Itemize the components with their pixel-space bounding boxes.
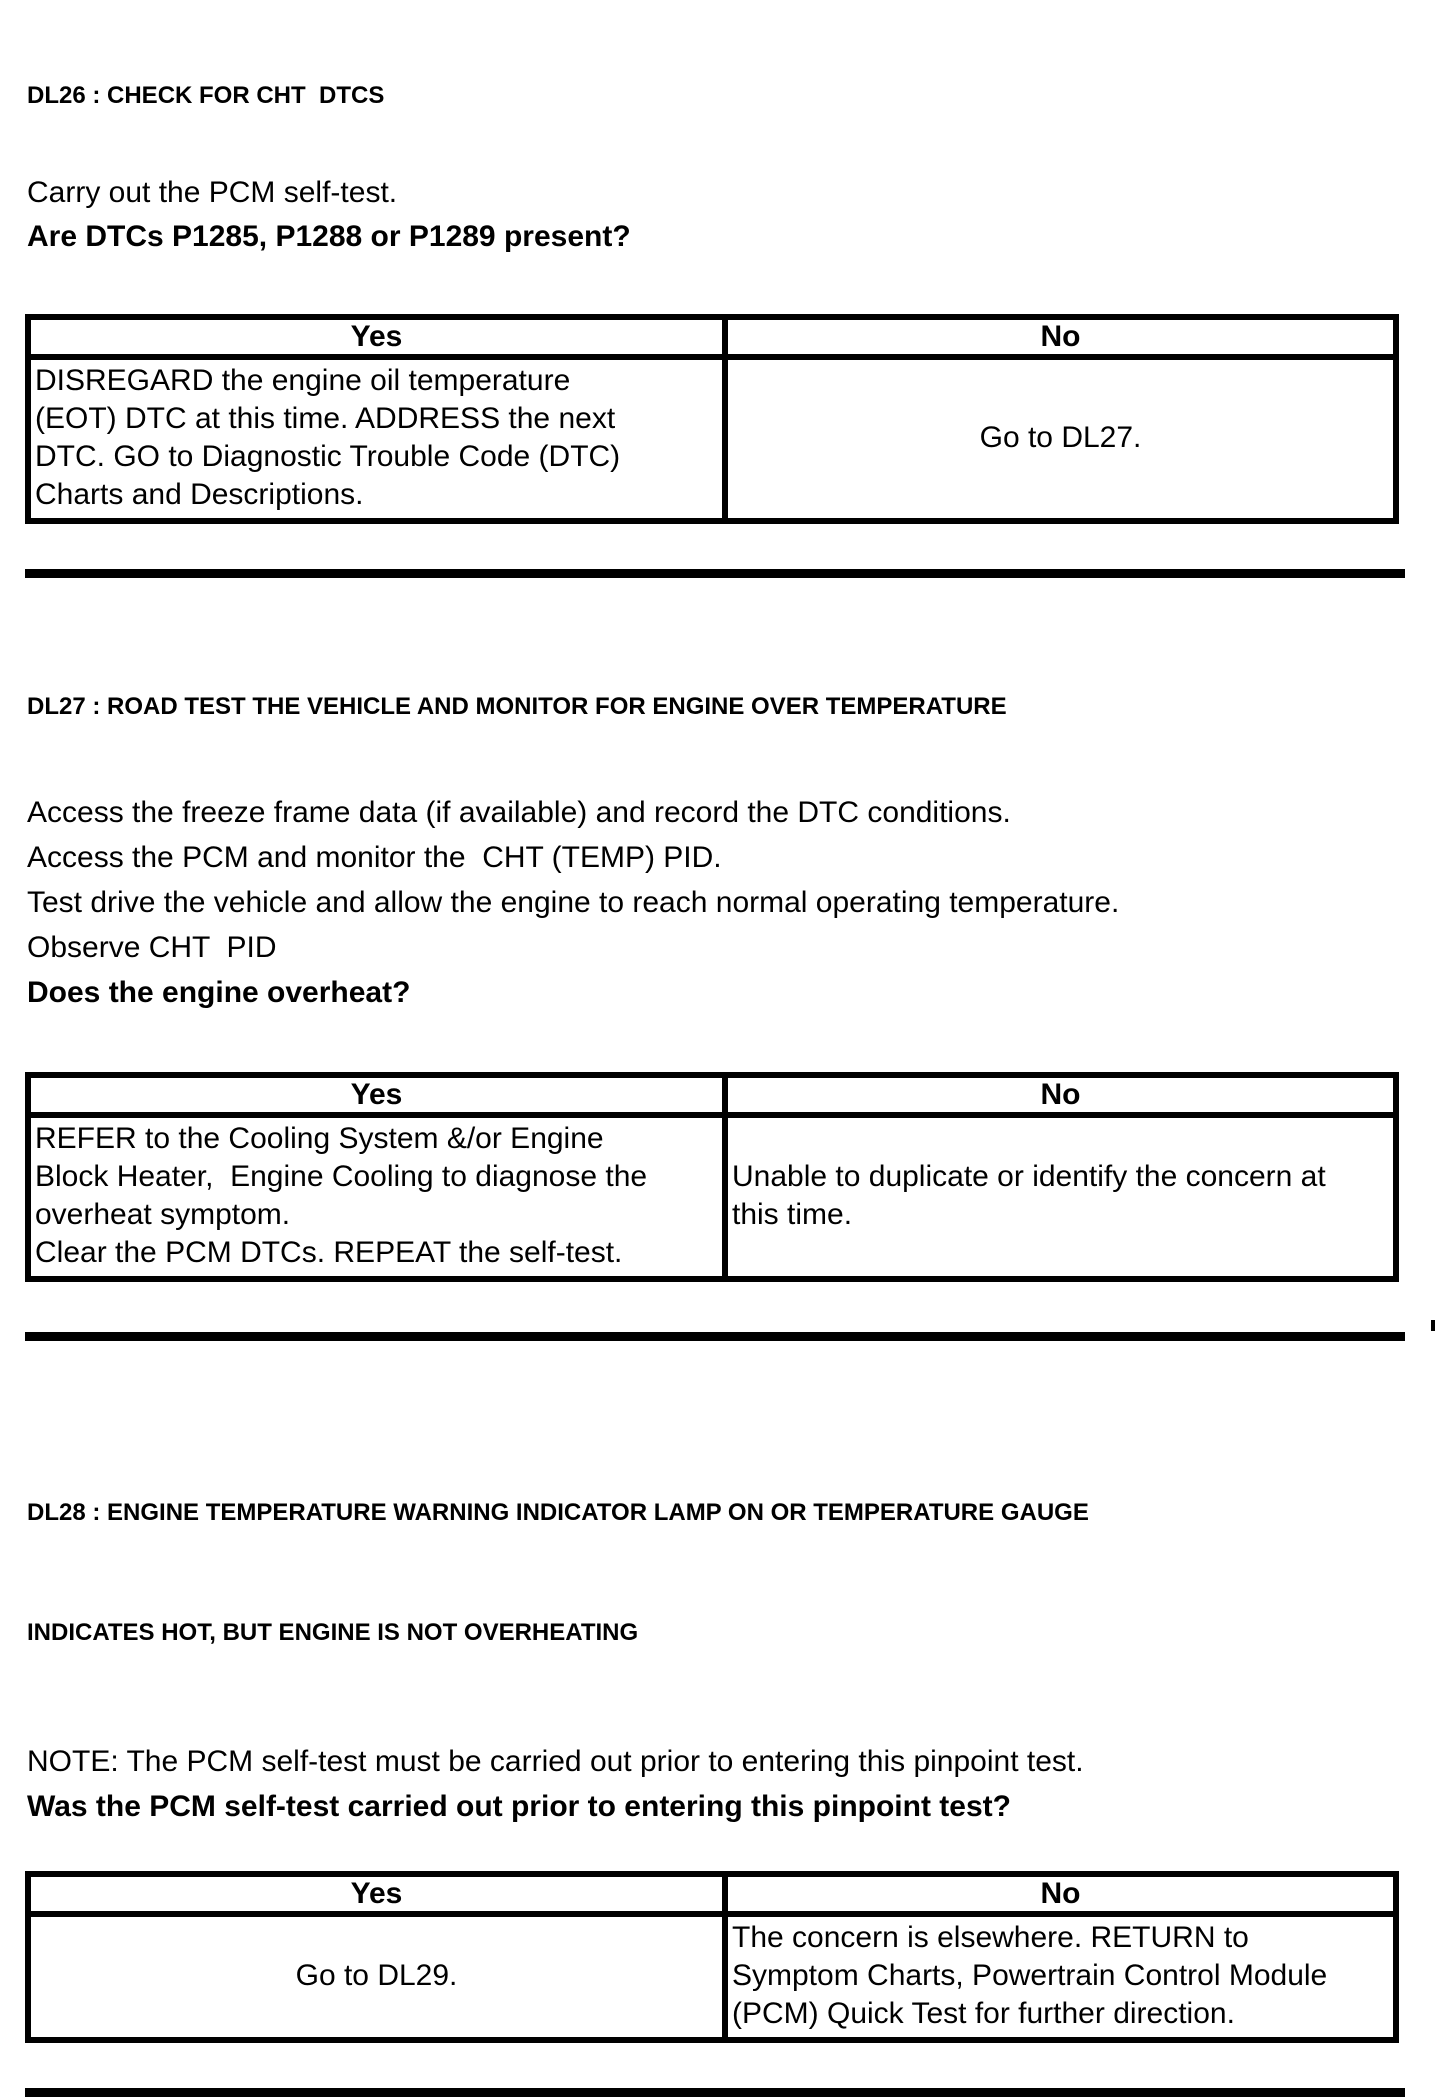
cell-line: Charts and Descriptions. (35, 478, 364, 511)
body-line: Carry out the PCM self-test. (27, 176, 398, 209)
cell-line: this time. (732, 1198, 853, 1231)
cell-line: The concern is elsewhere. RETURN to (732, 1921, 1249, 1954)
cell-line: (PCM) Quick Test for further direction. (732, 1997, 1235, 2030)
section-heading-dl28 (27, 1413, 1456, 1733)
question-line: Was the PCM self-test carried out prior to entering this pinpoint test? (27, 1790, 1011, 1823)
section-divider (25, 1332, 1405, 1341)
no-cell (725, 1914, 1396, 2040)
cell-line: (EOT) DTC at this time. ADDRESS the next (35, 402, 616, 435)
heading-line: DL28 : ENGINE TEMPERATURE WARNING INDICATOR LAMP ON OR TEMPERATURE GAUGE (27, 1499, 1089, 1526)
yes-header-cell: Yes (28, 1874, 725, 1914)
section-dl26 (27, 33, 1456, 578)
question-line: Does the engine overheat? (27, 976, 411, 1009)
question-line: Are DTCs P1285, P1288 or P1289 present? (27, 220, 631, 253)
yes-cell (28, 1914, 725, 2040)
section-divider (25, 2088, 1405, 2097)
section-heading-dl26 (27, 33, 1456, 158)
heading-line: DL26 : CHECK FOR CHT DTCS (27, 82, 385, 109)
table-header-row (28, 1075, 1396, 1115)
cell-line: Go to DL27. (979, 421, 1142, 454)
yes-no-table-dl28 (25, 1871, 1399, 2043)
no-cell (725, 1115, 1396, 1279)
cell-line: overheat symptom. (35, 1198, 291, 1231)
heading-line: INDICATES HOT, BUT ENGINE IS NOT OVERHEATING (27, 1619, 639, 1646)
yes-header-cell: Yes (28, 317, 725, 357)
no-header-cell: No (725, 1874, 1396, 1914)
cell-line: Symptom Charts, Powertrain Control Module (732, 1959, 1328, 1992)
body-line: Test drive the vehicle and allow the engine to reach normal operating temperature. (27, 886, 1120, 919)
cell-line: Unable to duplicate or identify the concern at (732, 1160, 1326, 1193)
section-dl28 (27, 1413, 1456, 2097)
table-body-row (28, 1914, 1396, 2040)
table-body-row (28, 357, 1396, 521)
scan-artifact-mark (1431, 1320, 1435, 1331)
cell-line: DTC. GO to Diagnostic Trouble Code (DTC) (35, 440, 621, 473)
cell-line: Block Heater, Engine Cooling to diagnose the (35, 1160, 648, 1193)
heading-line: DL27 : ROAD TEST THE VEHICLE AND MONITOR FOR ENGINE OVER TEMPERATURE (27, 693, 1007, 720)
no-cell (725, 357, 1396, 521)
yes-header-cell: Yes (28, 1075, 725, 1115)
yes-cell (28, 357, 725, 521)
yes-no-table-dl27 (25, 1072, 1399, 1282)
cell-line: Clear the PCM DTCs. REPEAT the self-test. (35, 1236, 623, 1269)
table-header-row (28, 1874, 1396, 1914)
cell-line: DISREGARD the engine oil temperature (35, 364, 571, 397)
body-line: NOTE: The PCM self-test must be carried out prior to entering this pinpoint test. (27, 1745, 1084, 1778)
no-header-cell: No (725, 1075, 1396, 1115)
body-line: Observe CHT PID (27, 931, 277, 964)
body-line: Access the PCM and monitor the CHT (TEMP) PID. (27, 841, 722, 874)
section-dl27 (27, 644, 1456, 1341)
table-body-row (28, 1115, 1396, 1279)
yes-no-table-dl26 (25, 314, 1399, 524)
cell-line: REFER to the Cooling System &/or Engine (35, 1122, 604, 1155)
section-heading-dl27 (27, 644, 1456, 769)
cell-line: Go to DL29. (295, 1959, 458, 1992)
body-line: Access the freeze frame data (if available) and record the DTC conditions. (27, 796, 1011, 829)
no-header-cell: No (725, 317, 1396, 357)
yes-cell (28, 1115, 725, 1279)
table-header-row (28, 317, 1396, 357)
section-divider (25, 569, 1405, 578)
